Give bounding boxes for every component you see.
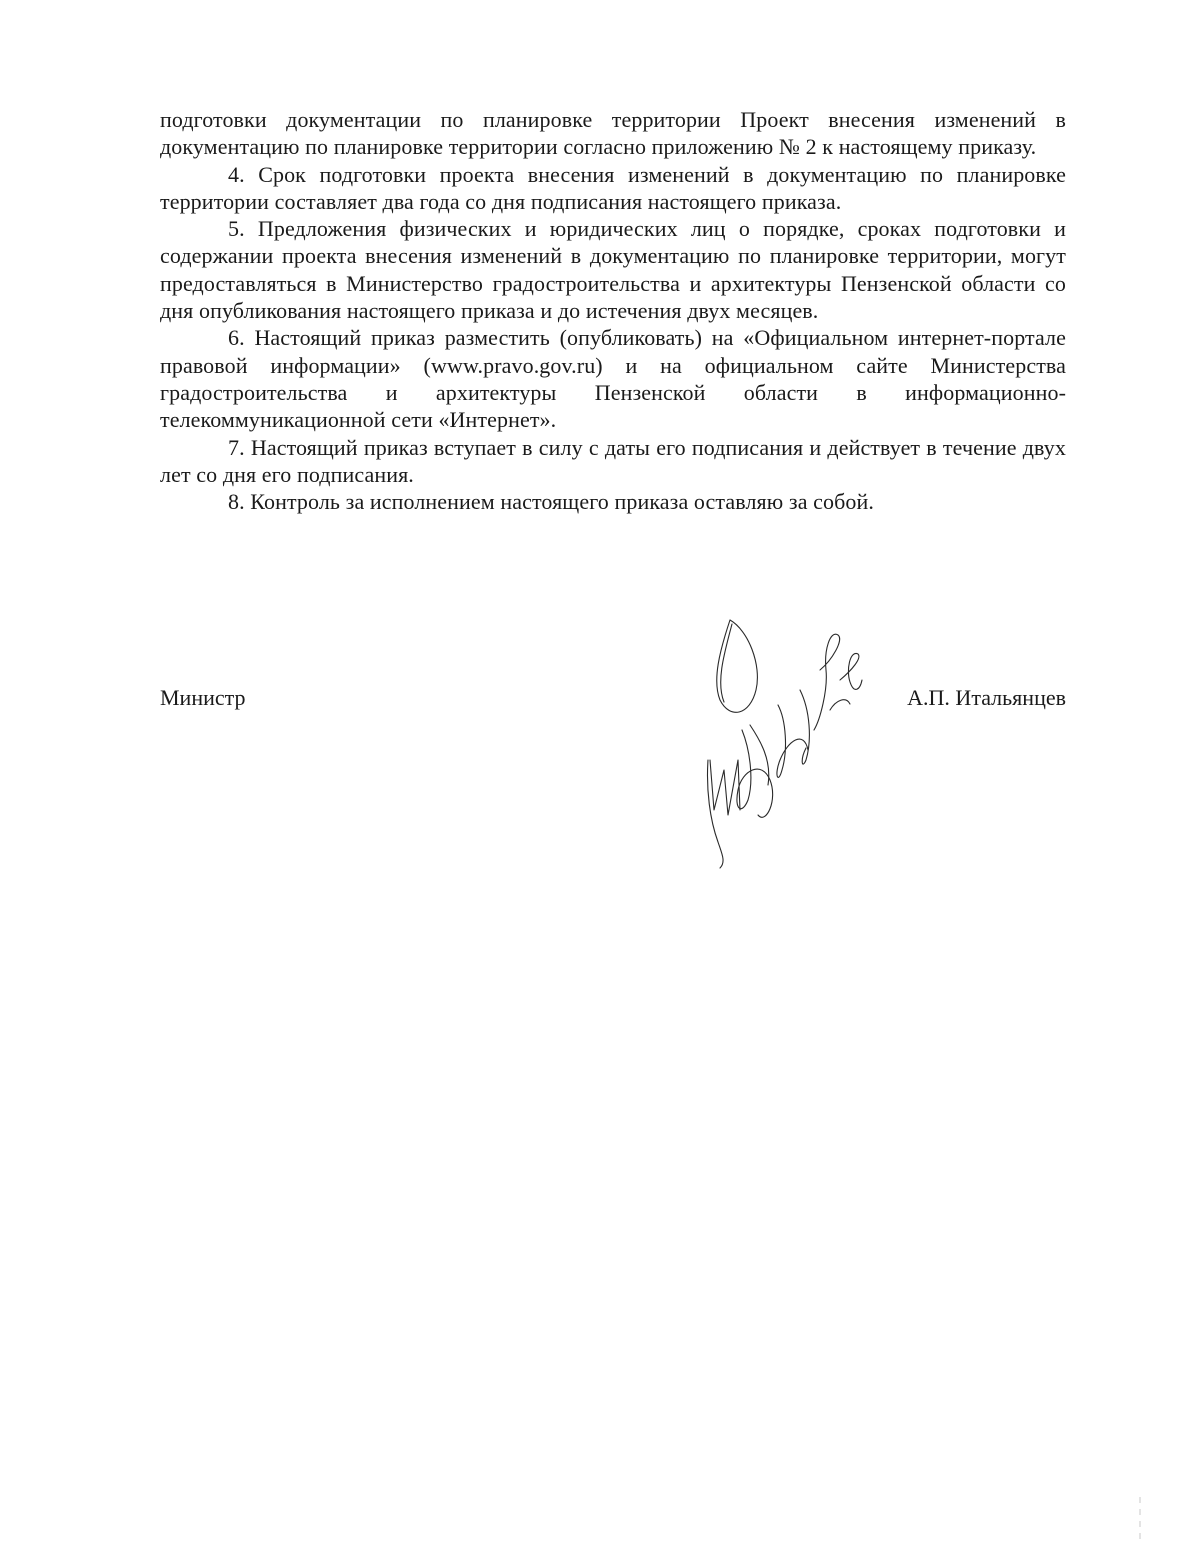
paragraph-continuation: подготовки документации по планировке территории Проект внесения изменений в документацию по планировке территории согласно приложению № 2 к настоящему приказу. <box>160 107 1066 160</box>
order-body-text <box>160 106 1066 515</box>
paragraph-item-7: 7. Настоящий приказ вступает в силу с даты его подписания и действует в течение двух лет со дня его подписания. <box>160 434 1066 487</box>
signer-name: А.П. Итальянцев <box>907 685 1066 710</box>
paragraph-item-6: 6. Настоящий приказ разместить (опубликовать) на «Официальном интернет-портале правовой информации» (www.pravo.gov.ru) и на официальном сайте Министерства градостроительства и архитектуры Пензенской области в информационно-телекоммуникационной сети «Интернет». <box>160 325 1066 433</box>
signature-block <box>160 682 1066 714</box>
page-edge-mark <box>1136 1495 1144 1547</box>
signer-position: Министр <box>160 685 246 710</box>
paragraph-item-5: 5. Предложения физических и юридических лиц о порядке, сроках подготовки и содержании проекта внесения изменений в документацию по планировке территории, могут предоставляться в Министерство градостроительства и архитектуры Пензенской области со дня опубликования настоящего приказа и до истечения двух месяцев. <box>160 216 1066 324</box>
handwritten-signature <box>690 610 880 870</box>
paragraph-item-4: 4. Срок подготовки проекта внесения изменений в документацию по планировке территории составляет два года со дня подписания настоящего приказа. <box>160 161 1066 214</box>
paragraph-item-8: 8. Контроль за исполнением настоящего приказа оставляю за собой. <box>228 489 874 515</box>
